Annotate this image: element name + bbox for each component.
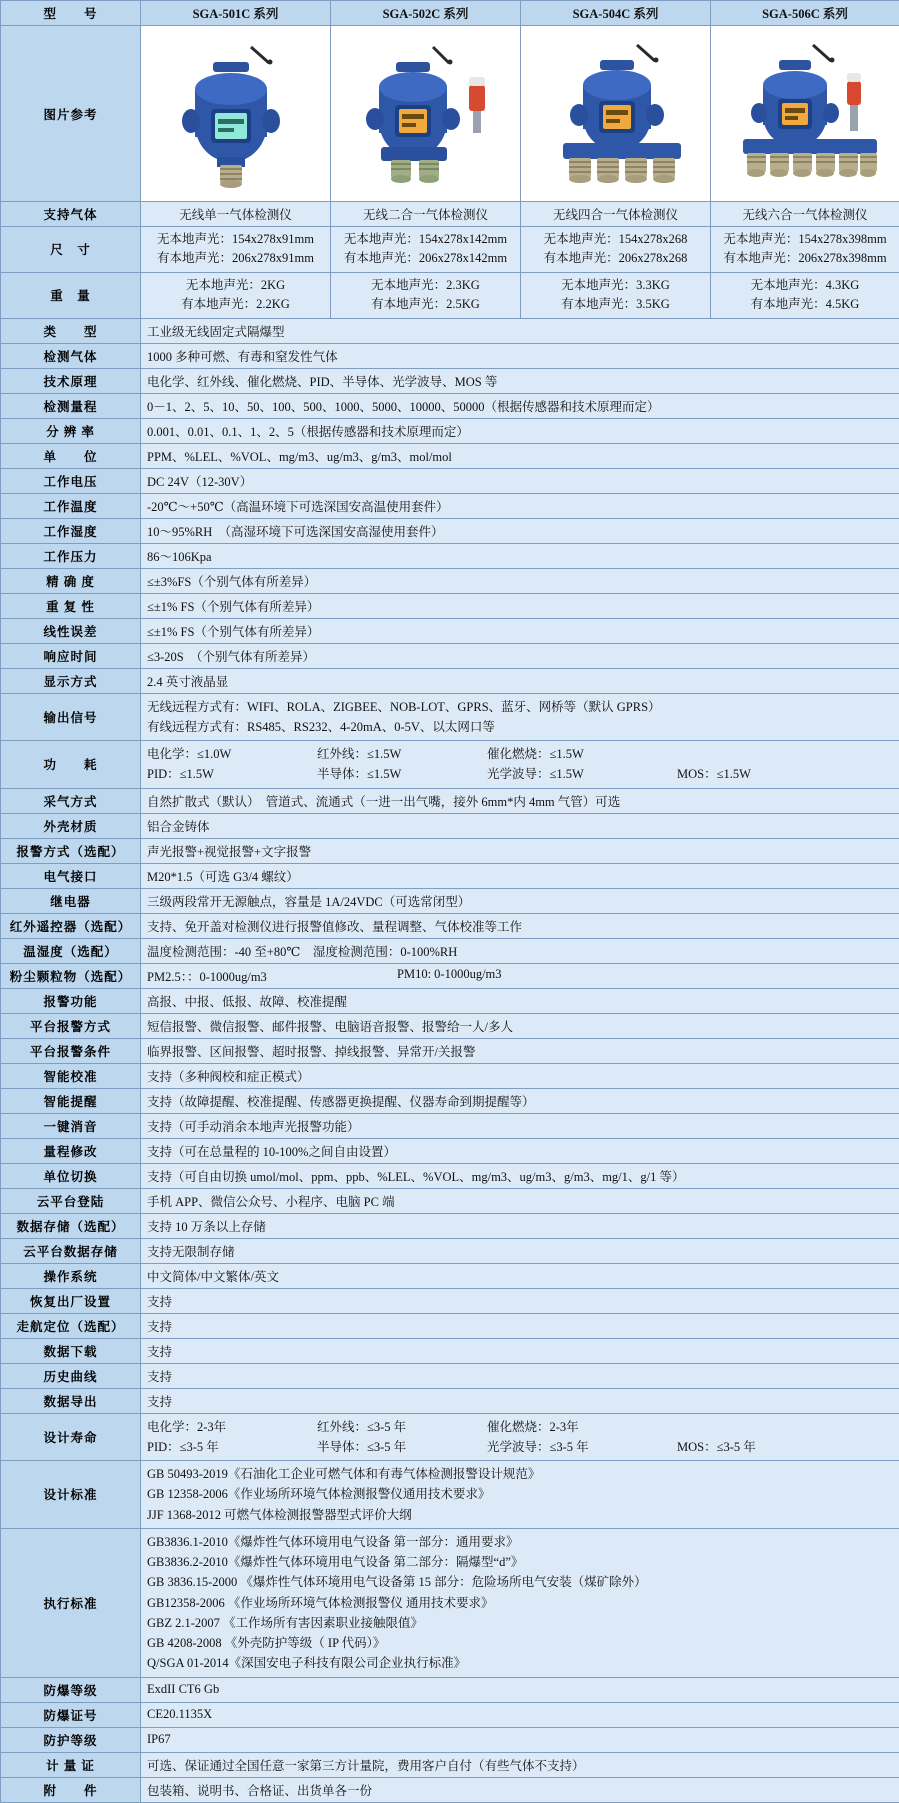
row-label-platform-alarm-condition: 平台报警条件 — [1, 1038, 141, 1063]
weight-2-line1: 无本地声光：2.3KG — [337, 276, 514, 295]
exec-standard-line3: GB 3836.15-2000 《爆炸性气体环境用电气设备第 15 部分：危险场所电气安装（煤矿除外） — [147, 1572, 893, 1592]
size-1-line2: 有本地声光：206x278x91mm — [147, 249, 324, 268]
row-value-cloud-storage: 支持无限制存储 — [141, 1238, 899, 1263]
table-row-metrology-cert — [1, 1752, 899, 1777]
model-header-1: SGA-501C 系列 — [141, 1, 331, 26]
gas-support-1: 无线单一气体检测仪 — [141, 202, 331, 227]
weight-1 — [141, 272, 331, 318]
power-infrared: 红外线：≤1.5W — [317, 744, 487, 764]
row-label-unit: 单 位 — [1, 443, 141, 468]
row-label-dust: 粉尘颗粒物（选配） — [1, 963, 141, 988]
design-standard-line2: GB 12358-2006《作业场所环境气体检测报警仪通用技术要求》 — [147, 1484, 893, 1504]
row-label-gps-option: 走航定位（选配） — [1, 1313, 141, 1338]
row-label-model: 型 号 — [1, 1, 141, 26]
gas-detector-dual-icon — [341, 29, 511, 194]
table-row-ip-rating — [1, 1727, 899, 1752]
power-electrochemical: 电化学：≤1.0W — [147, 744, 317, 764]
power-catalytic: 催化燃烧：≤1.5W — [487, 744, 677, 764]
gas-detector-quad-icon — [527, 29, 717, 194]
weight-3 — [521, 272, 711, 318]
lifespan-infrared: 红外线：≤3-5 年 — [317, 1417, 487, 1437]
table-row-data-download — [1, 1338, 899, 1363]
design-standard-line1: GB 50493-2019《石油化工企业可燃气体和有毒气体检测报警设计规范》 — [147, 1464, 893, 1484]
row-label-electrical-interface: 电气接口 — [1, 863, 141, 888]
output-signal-line1: 无线远程方式有：WIFI、ROLA、ZIGBEE、NOB-LOT、GPRS、蓝牙、网桥等（默认 GPRS） — [147, 697, 893, 717]
exec-standard-line5: GBZ 2.1-2007 《工作场所有害因素职业接触限值》 — [147, 1613, 893, 1633]
row-value-sampling: 自然扩散式（默认） 管道式、流通式（一进一出气嘴，接外 6mm*内 4mm 气管）可选 — [141, 788, 899, 813]
row-label-sampling: 采气方式 — [1, 788, 141, 813]
row-label-metrology-cert: 计 量 证 — [1, 1752, 141, 1777]
row-label-smart-reminder: 智能提醒 — [1, 1088, 141, 1113]
weight-4 — [711, 272, 899, 318]
output-signal-line2: 有线远程方式有：RS485、RS232、4-20mA、0-5V、以太网口等 — [147, 717, 893, 737]
row-value-electrical-interface: M20*1.5（可选 G3/4 螺纹） — [141, 863, 899, 888]
lifespan-line2 — [147, 1437, 893, 1457]
table-row-pressure — [1, 543, 899, 568]
table-row-history-curve — [1, 1363, 899, 1388]
table-row-relay — [1, 888, 899, 913]
row-value-data-storage: 支持 10 万条以上存储 — [141, 1213, 899, 1238]
row-value-one-key-mute: 支持（可手动消余本地声光报警功能） — [141, 1113, 899, 1138]
row-value-repeatability: ≤±1% FS（个别气体有所差异） — [141, 593, 899, 618]
weight-3-line1: 无本地声光：3.3KG — [527, 276, 704, 295]
exec-standard-line4: GB12358-2006 《作业场所环境气体检测报警仪 通用技术要求》 — [147, 1593, 893, 1613]
table-row-data-storage — [1, 1213, 899, 1238]
size-3-line2: 有本地声光：206x278x268 — [527, 249, 704, 268]
row-value-ir-remote: 支持、免开盖对检测仪进行报警值修改、量程调整、气体校准等工作 — [141, 913, 899, 938]
row-value-alarm-mode: 声光报警+视觉报警+文字报警 — [141, 838, 899, 863]
row-value-temp-humidity-option: 温度检测范围：-40 至+80℃ 湿度检测范围：0-100%RH — [141, 938, 899, 963]
lifespan-catalytic: 催化燃烧：2-3年 — [487, 1417, 677, 1437]
size-1 — [141, 227, 331, 273]
table-row-ex-rating — [1, 1677, 899, 1702]
row-label-repeatability: 重 复 性 — [1, 593, 141, 618]
gas-support-4: 无线六合一气体检测仪 — [711, 202, 899, 227]
row-value-data-export: 支持 — [141, 1388, 899, 1413]
size-2 — [331, 227, 521, 273]
weight-2 — [331, 272, 521, 318]
weight-2-line2: 有本地声光：2.5KG — [337, 295, 514, 314]
lifespan-pid: PID：≤3-5 年 — [147, 1437, 317, 1457]
table-row-temperature — [1, 493, 899, 518]
row-value-platform-alarm-mode: 短信报警、微信报警、邮件报警、电脑语音报警、报警给一人/多人 — [141, 1013, 899, 1038]
row-label-resolution: 分 辨 率 — [1, 418, 141, 443]
model-header-2: SGA-502C 系列 — [331, 1, 521, 26]
row-value-range-modify: 支持（可在总量程的 10-100%之间自由设置） — [141, 1138, 899, 1163]
table-row-power — [1, 741, 899, 789]
row-value-data-download: 支持 — [141, 1338, 899, 1363]
product-image-502c — [331, 26, 521, 202]
exec-standard-line2: GB3836.2-2010《爆炸性气体环境用电气设备 第二部分：隔爆型“d”》 — [147, 1552, 893, 1572]
row-value-ex-rating: ExdII CT6 Gb — [141, 1677, 899, 1702]
row-label-range-modify: 量程修改 — [1, 1138, 141, 1163]
size-3 — [521, 227, 711, 273]
table-row-images — [1, 26, 899, 202]
row-value-range: 0－1、2、5、10、50、100、500、1000、5000、10000、50000（根据传感器和技术原理而定） — [141, 393, 899, 418]
lifespan-electrochemical: 电化学：2-3年 — [147, 1417, 317, 1437]
row-value-dust — [141, 963, 899, 988]
power-optical: 光学波导：≤1.5W — [487, 764, 677, 784]
row-label-history-curve: 历史曲线 — [1, 1363, 141, 1388]
row-label-housing: 外壳材质 — [1, 813, 141, 838]
row-value-housing: 铝合金铸体 — [141, 813, 899, 838]
weight-4-line1: 无本地声光：4.3KG — [717, 276, 893, 295]
row-label-accessories: 附 件 — [1, 1777, 141, 1802]
row-label-relay: 继电器 — [1, 888, 141, 913]
row-label-temperature: 工作温度 — [1, 493, 141, 518]
lifespan-optical: 光学波导：≤3-5 年 — [487, 1437, 677, 1457]
table-row-alarm-mode — [1, 838, 899, 863]
power-semiconductor: 半导体：≤1.5W — [317, 764, 487, 784]
power-line1 — [147, 744, 893, 764]
row-value-cloud-login: 手机 APP、微信公众号、小程序、电脑 PC 端 — [141, 1188, 899, 1213]
size-2-line2: 有本地声光：206x278x142mm — [337, 249, 514, 268]
table-row-humidity — [1, 518, 899, 543]
table-row-response-time — [1, 643, 899, 668]
row-label-ip-rating: 防护等级 — [1, 1727, 141, 1752]
row-label-design-standard: 设计标准 — [1, 1461, 141, 1529]
row-value-platform-alarm-condition: 临界报警、区间报警、超时报警、掉线报警、异常开/关报警 — [141, 1038, 899, 1063]
product-image-501c — [141, 26, 331, 202]
row-label-smart-calibration: 智能校准 — [1, 1063, 141, 1088]
row-value-principle: 电化学、红外线、催化燃烧、PID、半导体、光学波导、MOS 等 — [141, 368, 899, 393]
row-label-data-download: 数据下载 — [1, 1338, 141, 1363]
row-value-design-standard — [141, 1461, 899, 1529]
table-row-resolution — [1, 418, 899, 443]
design-standard-line3: JJF 1368-2012 可燃气体检测报警器型式评价大纲 — [147, 1505, 893, 1525]
power-line2 — [147, 764, 893, 784]
table-row-housing — [1, 813, 899, 838]
table-row-repeatability — [1, 593, 899, 618]
dust-pm25: PM2.5：：0-1000ug/m3 — [147, 967, 397, 985]
table-row-detect-gas — [1, 343, 899, 368]
table-row-display — [1, 668, 899, 693]
lifespan-line1 — [147, 1417, 893, 1437]
row-label-images: 图片参考 — [1, 26, 141, 202]
lifespan-mos: MOS：≤3-5 年 — [677, 1437, 827, 1457]
row-label-linearity: 线性误差 — [1, 618, 141, 643]
weight-3-line2: 有本地声光：3.5KG — [527, 295, 704, 314]
row-label-exec-standard: 执行标准 — [1, 1528, 141, 1677]
row-label-power: 功 耗 — [1, 741, 141, 789]
row-value-ip-rating: IP67 — [141, 1727, 899, 1752]
model-header-3: SGA-504C 系列 — [521, 1, 711, 26]
exec-standard-line1: GB3836.1-2010《爆炸性气体环境用电气设备 第一部分：通用要求》 — [147, 1532, 893, 1552]
table-row-os — [1, 1263, 899, 1288]
row-value-unit: PPM、%LEL、%VOL、mg/m3、ug/m3、g/m3、mol/mol — [141, 443, 899, 468]
row-label-alarm-mode: 报警方式（选配） — [1, 838, 141, 863]
table-row-design-standard — [1, 1461, 899, 1529]
table-row-linearity — [1, 618, 899, 643]
model-header-4: SGA-506C 系列 — [711, 1, 899, 26]
row-value-voltage: DC 24V（12-30V） — [141, 468, 899, 493]
weight-4-line2: 有本地声光：4.5KG — [717, 295, 893, 314]
table-row-range — [1, 393, 899, 418]
table-row-factory-reset — [1, 1288, 899, 1313]
row-value-pressure: 86～106Kpa — [141, 543, 899, 568]
row-value-factory-reset: 支持 — [141, 1288, 899, 1313]
table-row-cloud-login — [1, 1188, 899, 1213]
row-label-principle: 技术原理 — [1, 368, 141, 393]
table-row-gps-option — [1, 1313, 899, 1338]
row-value-temperature: -20℃～+50℃（高温环境下可选深国安高温使用套件） — [141, 493, 899, 518]
row-value-alarm-function: 高报、中报、低报、故障、校准提醒 — [141, 988, 899, 1013]
row-label-range: 检测量程 — [1, 393, 141, 418]
size-4 — [711, 227, 899, 273]
exec-standard-line7: Q/SGA 01-2014《深国安电子科技有限公司企业执行标准》 — [147, 1653, 893, 1673]
table-row-voltage — [1, 468, 899, 493]
gas-detector-hex-icon — [717, 29, 899, 194]
row-label-ir-remote: 红外遥控器（选配） — [1, 913, 141, 938]
row-label-temp-humidity-option: 温湿度（选配） — [1, 938, 141, 963]
row-value-resolution: 0.001、0.01、0.1、1、2、5（根据传感器和技术原理而定） — [141, 418, 899, 443]
table-row-gas-support — [1, 202, 899, 227]
row-value-accuracy: ≤±3%FS（个别气体有所差异） — [141, 568, 899, 593]
row-label-data-storage: 数据存储（选配） — [1, 1213, 141, 1238]
row-label-platform-alarm-mode: 平台报警方式 — [1, 1013, 141, 1038]
product-image-504c — [521, 26, 711, 202]
table-row-accuracy — [1, 568, 899, 593]
row-value-accessories: 包装箱、说明书、合格证、出货单各一份 — [141, 1777, 899, 1802]
row-value-display: 2.4 英寸液晶显 — [141, 668, 899, 693]
row-label-ex-rating: 防爆等级 — [1, 1677, 141, 1702]
table-row-alarm-function — [1, 988, 899, 1013]
row-value-smart-calibration: 支持（多种阀校和症正模式） — [141, 1063, 899, 1088]
table-row-sampling — [1, 788, 899, 813]
row-label-type: 类 型 — [1, 318, 141, 343]
row-label-factory-reset: 恢复出厂设置 — [1, 1288, 141, 1313]
table-row-size — [1, 227, 899, 273]
table-row-model — [1, 1, 899, 26]
table-row-cloud-storage — [1, 1238, 899, 1263]
row-label-detect-gas: 检测气体 — [1, 343, 141, 368]
row-value-type: 工业级无线固定式隔爆型 — [141, 318, 899, 343]
row-value-relay: 三级两段常开无源触点，容量是 1A/24VDC（可选常闭型） — [141, 888, 899, 913]
table-row-one-key-mute — [1, 1113, 899, 1138]
row-label-output-signal: 输出信号 — [1, 693, 141, 741]
table-row-ir-remote — [1, 913, 899, 938]
table-row-lifespan — [1, 1413, 899, 1461]
gas-support-3: 无线四合一气体检测仪 — [521, 202, 711, 227]
dust-pm10: PM10: 0-1000ug/m3 — [397, 967, 502, 985]
row-label-one-key-mute: 一键消音 — [1, 1113, 141, 1138]
weight-1-line1: 无本地声光：2KG — [147, 276, 324, 295]
row-value-power — [141, 741, 899, 789]
row-label-gas-support: 支持气体 — [1, 202, 141, 227]
row-value-history-curve: 支持 — [141, 1363, 899, 1388]
table-row-electrical-interface — [1, 863, 899, 888]
table-row-temp-humidity-option — [1, 938, 899, 963]
size-3-line1: 无本地声光：154x278x268 — [527, 230, 704, 249]
row-label-display: 显示方式 — [1, 668, 141, 693]
row-label-unit-switch: 单位切换 — [1, 1163, 141, 1188]
row-label-pressure: 工作压力 — [1, 543, 141, 568]
table-row-exec-standard — [1, 1528, 899, 1677]
exec-standard-line6: GB 4208-2008 《外壳防护等级（ IP 代码）》 — [147, 1633, 893, 1653]
row-label-response-time: 响应时间 — [1, 643, 141, 668]
row-value-linearity: ≤±1% FS（个别气体有所差异） — [141, 618, 899, 643]
row-label-accuracy: 精 确 度 — [1, 568, 141, 593]
row-label-lifespan: 设计寿命 — [1, 1413, 141, 1461]
row-value-os: 中文简体/中文繁体/英文 — [141, 1263, 899, 1288]
table-row-accessories — [1, 1777, 899, 1802]
row-label-ex-cert: 防爆证号 — [1, 1702, 141, 1727]
row-label-cloud-storage: 云平台数据存储 — [1, 1238, 141, 1263]
row-value-smart-reminder: 支持（故障提醒、校准提醒、传感器更换提醒、仪器寿命到期提醒等） — [141, 1088, 899, 1113]
row-label-voltage: 工作电压 — [1, 468, 141, 493]
table-row-unit — [1, 443, 899, 468]
table-row-weight — [1, 272, 899, 318]
row-label-size: 尺 寸 — [1, 227, 141, 273]
row-value-gps-option: 支持 — [141, 1313, 899, 1338]
table-row-smart-calibration — [1, 1063, 899, 1088]
row-value-unit-switch: 支持（可自由切换 umol/mol、ppm、ppb、%LEL、%VOL、mg/m3、ug/m3、g/m3、mg/1、g/1 等） — [141, 1163, 899, 1188]
size-1-line1: 无本地声光：154x278x91mm — [147, 230, 324, 249]
row-label-os: 操作系统 — [1, 1263, 141, 1288]
table-row-ex-cert — [1, 1702, 899, 1727]
size-4-line1: 无本地声光：154x278x398mm — [717, 230, 893, 249]
table-row-dust — [1, 963, 899, 988]
table-row-range-modify — [1, 1138, 899, 1163]
table-row-platform-alarm-mode — [1, 1013, 899, 1038]
row-value-response-time: ≤3-20S （个别气体有所差异） — [141, 643, 899, 668]
lifespan-semiconductor: 半导体：≤3-5 年 — [317, 1437, 487, 1457]
row-value-output-signal — [141, 693, 899, 741]
table-row-type — [1, 318, 899, 343]
table-row-data-export — [1, 1388, 899, 1413]
table-row-platform-alarm-condition — [1, 1038, 899, 1063]
row-label-humidity: 工作湿度 — [1, 518, 141, 543]
row-value-lifespan — [141, 1413, 899, 1461]
power-pid: PID：≤1.5W — [147, 764, 317, 784]
row-value-humidity: 10～95%RH （高湿环境下可选深国安高湿使用套件） — [141, 518, 899, 543]
row-label-alarm-function: 报警功能 — [1, 988, 141, 1013]
power-mos: MOS：≤1.5W — [677, 764, 827, 784]
product-image-506c — [711, 26, 899, 202]
table-row-principle — [1, 368, 899, 393]
row-value-metrology-cert: 可选、保证通过全国任意一家第三方计量院，费用客户自付（有些气体不支持） — [141, 1752, 899, 1777]
gas-support-2: 无线二合一气体检测仪 — [331, 202, 521, 227]
table-row-smart-reminder — [1, 1088, 899, 1113]
row-label-weight: 重 量 — [1, 272, 141, 318]
row-label-data-export: 数据导出 — [1, 1388, 141, 1413]
gas-detector-single-icon — [151, 29, 321, 194]
table-row-output-signal — [1, 693, 899, 741]
row-value-exec-standard — [141, 1528, 899, 1677]
row-value-ex-cert: CE20.1135X — [141, 1702, 899, 1727]
size-4-line2: 有本地声光：206x278x398mm — [717, 249, 893, 268]
weight-1-line2: 有本地声光：2.2KG — [147, 295, 324, 314]
size-2-line1: 无本地声光：154x278x142mm — [337, 230, 514, 249]
row-value-detect-gas: 1000 多种可燃、有毒和窒发性气体 — [141, 343, 899, 368]
table-row-unit-switch — [1, 1163, 899, 1188]
row-label-cloud-login: 云平台登陆 — [1, 1188, 141, 1213]
